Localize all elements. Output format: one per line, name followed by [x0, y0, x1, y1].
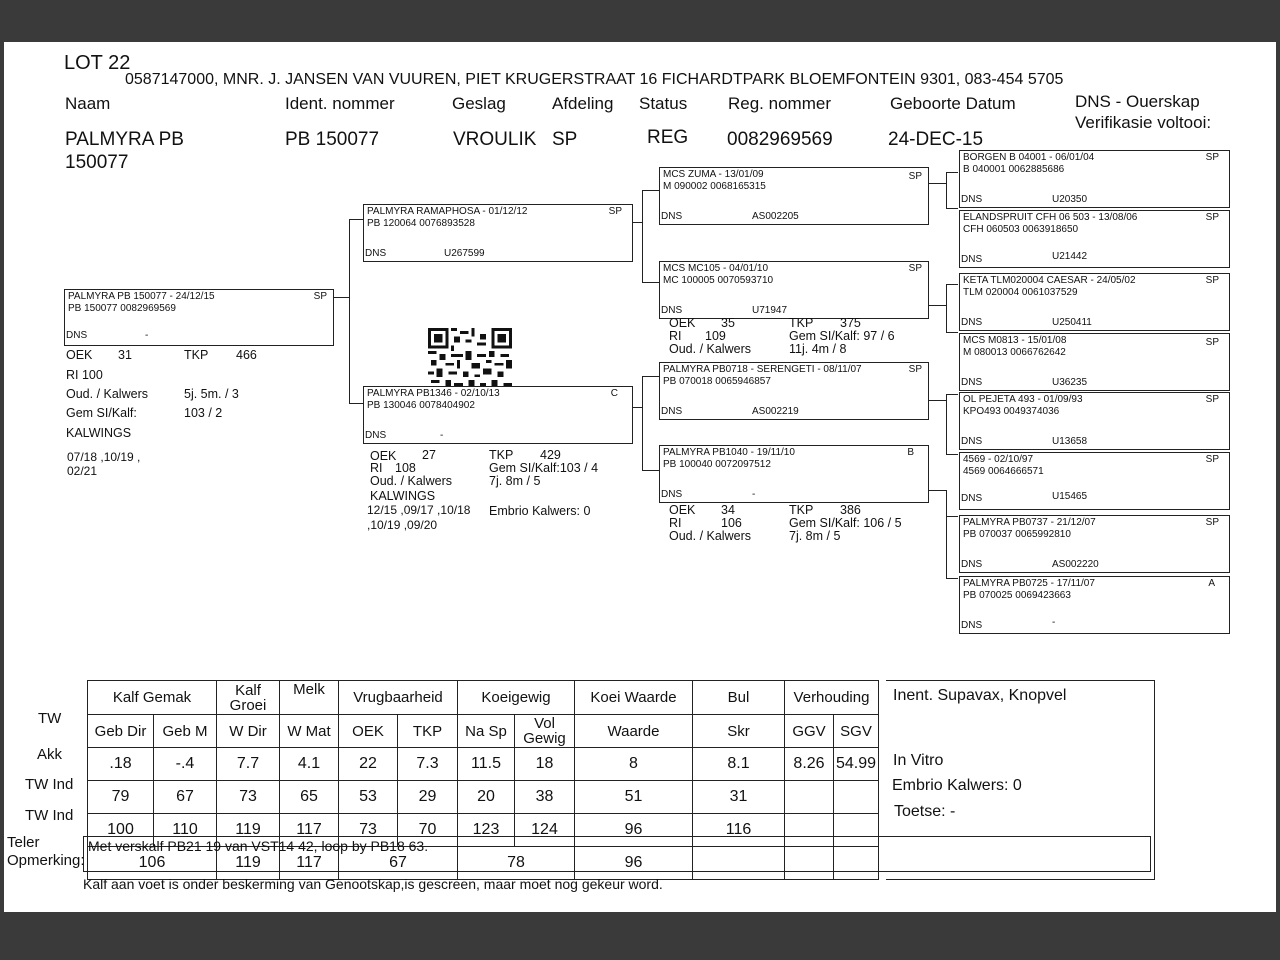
remarks-label-2: Opmerking: — [7, 852, 85, 869]
header-dob: Geboorte Datum — [890, 94, 1016, 113]
header-section: Afdeling — [552, 94, 614, 113]
tw-cell: 8 — [575, 748, 693, 781]
group-verhouding: Verhouding — [785, 681, 879, 715]
twind2-cell: 67 — [339, 847, 458, 880]
tw-cell: 7.7 — [217, 748, 280, 781]
dam-info: OEK 27 TKP 429 RI 108 Gem SI/Kalf:103 / 4 Oud. / Kalwers 7j. 8m / 5 KALWINGS 12/15 ,09/17 ,10/18 Embrio Kalwers: 0 ,10/19 ,09/20 — [367, 448, 599, 532]
twind-cell: 124 — [515, 814, 575, 847]
akk-cell — [834, 781, 879, 814]
pedigree-self-box: PALMYRA PB 150077 - 24/12/15 SP PB 150077 0082969569 DNS - — [64, 289, 334, 346]
tw-cell: 7.3 — [398, 748, 458, 781]
twind-cell: 110 — [154, 814, 217, 847]
owner-line: 0587147000, MNR. J. JANSEN VAN VUUREN, PIET KRUGERSTRAAT 16 FICHARDTPARK BLOEMFONTEIN 9301, 083-454 5705 — [125, 71, 1064, 88]
twind2-cell: 117 — [280, 847, 339, 880]
tw-cell: 22 — [339, 748, 398, 781]
footer-note: Kalf aan voet is onder beskerming van Genootskap,is gescreen, maar moet nog gekeur word. — [83, 876, 663, 892]
row-label-twind-2: TW Ind — [25, 807, 74, 824]
tw-cell: .18 — [88, 748, 154, 781]
pedigree-sire-sire-box: MCS ZUMA - 13/01/09 SP M 090002 0068165315 DNS AS002205 — [659, 167, 929, 225]
twind2-cell: 119 — [217, 847, 280, 880]
akk-cell: 29 — [398, 781, 458, 814]
sub-w-dir: W Dir — [217, 715, 280, 748]
sub-ggv: GGV — [785, 715, 834, 748]
sub-w-mat: W Mat — [280, 715, 339, 748]
row-label-akk: Akk — [37, 746, 63, 763]
akk-cell — [785, 781, 834, 814]
pedigree-gg8-box: PALMYRA PB0725 - 17/11/07 A PB 070025 0069423663 DNS - — [959, 576, 1230, 634]
header-reg: Reg. nommer — [728, 94, 831, 113]
self-info: OEK 31 TKP 466 RI 100 Oud. / Kalwers 5j. 5m. / 3 Gem SI/Kalf: 103 / 2 KALWINGS 07/18 ,10/19 , 02/21 — [66, 348, 257, 478]
row-label-twind: TW Ind — [25, 776, 74, 793]
twind2-cell: 106 — [88, 847, 217, 880]
akk-cell: 65 — [280, 781, 339, 814]
tw-cell: 8.26 — [785, 748, 834, 781]
animal-ident: PB 150077 — [285, 129, 380, 150]
pedigree-dam-sire-box: PALMYRA PB0718 - SERENGETI - 08/11/07 SP PB 070018 0065946857 DNS AS002219 — [659, 362, 929, 420]
twind2-cell: 78 — [458, 847, 575, 880]
remarks-label-1: Teler — [7, 834, 40, 851]
remarks-text: Met verskalf PB21 19 van VST14 42, loop by PB18 63. — [88, 838, 429, 854]
tw-cell: 18 — [515, 748, 575, 781]
sub-na-sp: Na Sp — [458, 715, 515, 748]
pedigree-gg7-box: PALMYRA PB0737 - 21/12/07 SP PB 070037 0065992810 DNS AS002220 — [959, 515, 1230, 573]
akk-cell: 67 — [154, 781, 217, 814]
header-name: Naam — [65, 94, 111, 113]
remarks-box — [83, 836, 1151, 872]
akk-cell: 73 — [217, 781, 280, 814]
pedigree-gg6-box: 4569 - 02/10/97 SP 4569 0064666571 DNS U15465 — [959, 452, 1230, 510]
twind-cell: 96 — [575, 814, 693, 847]
group-bul: Bul — [693, 681, 785, 715]
sub-waarde: Waarde — [575, 715, 693, 748]
akk-cell: 20 — [458, 781, 515, 814]
twind-cell: 117 — [280, 814, 339, 847]
pedigree-gg5-box: OL PEJETA 493 - 01/09/93 SP KPO493 0049374036 DNS U13658 — [959, 392, 1230, 450]
twind-cell: 119 — [217, 814, 280, 847]
pedigree-gg4-box: MCS M0813 - 15/01/08 SP M 080013 0066762642 DNS U36235 — [959, 333, 1230, 391]
tw-cell: 54.99 — [834, 748, 879, 781]
group-kalf-groei: Kalf Groei — [217, 681, 280, 715]
tw-cell: -.4 — [154, 748, 217, 781]
akk-cell: 31 — [693, 781, 785, 814]
pedigree-gg3-box: KETA TLM020004 CAESAR - 24/05/02 SP TLM 020004 0061037529 DNS U250411 — [959, 273, 1230, 331]
pedigree-dam-dam-box: PALMYRA PB1040 - 19/11/10 B PB 100040 0072097512 DNS - — [659, 445, 929, 503]
animal-dob: 24-DEC-15 — [888, 129, 984, 150]
pedigree-dam-box: PALMYRA PB1346 - 02/10/13 C PB 130046 0078404902 DNS - — [363, 386, 633, 444]
header-ident: Ident. nommer — [285, 94, 395, 113]
pedigree-certificate — [4, 42, 1276, 912]
lot-number: LOT 22 — [64, 52, 131, 74]
akk-cell: 53 — [339, 781, 398, 814]
pedigree-sire-box: PALMYRA RAMAPHOSA - 01/12/12 SP PB 120064 0076893528 DNS U267599 — [363, 204, 633, 262]
sub-skr: Skr — [693, 715, 785, 748]
group-koeigewig: Koeigewig — [458, 681, 575, 715]
twind-cell: 123 — [458, 814, 515, 847]
animal-name-line2: 150077 — [65, 152, 129, 173]
pedigree-gg2-box: ELANDSPRUIT CFH 06 503 - 13/08/06 SP CFH 060503 0063918650 DNS U21442 — [959, 210, 1230, 268]
twind-cell: 100 — [88, 814, 154, 847]
header-status: Status — [639, 94, 688, 113]
animal-sex: VROULIK — [453, 129, 537, 150]
twind-cell: 116 — [693, 814, 785, 847]
row-label-tw: TW — [38, 710, 62, 727]
embrio-text: Embrio Kalwers: 0 — [892, 777, 1022, 794]
animal-reg: 0082969569 — [727, 129, 833, 150]
sub-geb-dir: Geb Dir — [88, 715, 154, 748]
in-vitro-text: In Vitro — [893, 752, 944, 769]
inent-text: Inent. Supavax, Knopvel — [893, 687, 1067, 704]
toetse-text: Toetse: - — [894, 803, 956, 820]
sub-vol-gewig: Vol Gewig — [515, 715, 575, 748]
animal-section: SP — [552, 129, 578, 150]
animal-name-line1: PALMYRA PB — [65, 129, 184, 150]
group-koei-waarde: Koei Waarde — [575, 681, 693, 715]
group-melk: Melk — [280, 681, 339, 715]
dam-dam-info: OEK 34 TKP 386 RI 106 Gem SI/Kalf: 106 / 5 Oud. / Kalwers 7j. 8m / 5 — [669, 503, 902, 543]
sub-oek: OEK — [339, 715, 398, 748]
group-vrugbaarheid: Vrugbaarheid — [339, 681, 458, 715]
tw-cell: 8.1 — [693, 748, 785, 781]
pedigree-sire-dam-box: MCS MC105 - 04/01/10 SP MC 100005 0070593710 DNS U71947 — [659, 261, 929, 319]
header-sex: Geslag — [452, 94, 506, 113]
twind2-cell: 96 — [575, 847, 693, 880]
sire-dam-info: OEK 35 TKP 375 RI 109 Gem SI/Kalf: 97 / 6 Oud. / Kalwers 11j. 4m / 8 — [669, 316, 895, 356]
akk-cell: 79 — [88, 781, 154, 814]
twind-cell: 70 — [398, 814, 458, 847]
pedigree-gg1-box: BORGEN B 04001 - 06/01/04 SP B 040001 0062885686 DNS U20350 — [959, 150, 1230, 208]
sub-sgv: SGV — [834, 715, 879, 748]
header-dna-2: Verifikasie voltooi: — [1075, 113, 1212, 132]
akk-cell: 38 — [515, 781, 575, 814]
tw-cell: 11.5 — [458, 748, 515, 781]
akk-cell: 51 — [575, 781, 693, 814]
header-dna-1: DNS - Ouerskap — [1075, 92, 1200, 111]
tw-cell: 4.1 — [280, 748, 339, 781]
twind-cell: 73 — [339, 814, 398, 847]
animal-status: REG — [647, 127, 689, 148]
sub-geb-m: Geb M — [154, 715, 217, 748]
group-kalf-gemak: Kalf Gemak — [88, 681, 217, 715]
sub-tkp: TKP — [398, 715, 458, 748]
